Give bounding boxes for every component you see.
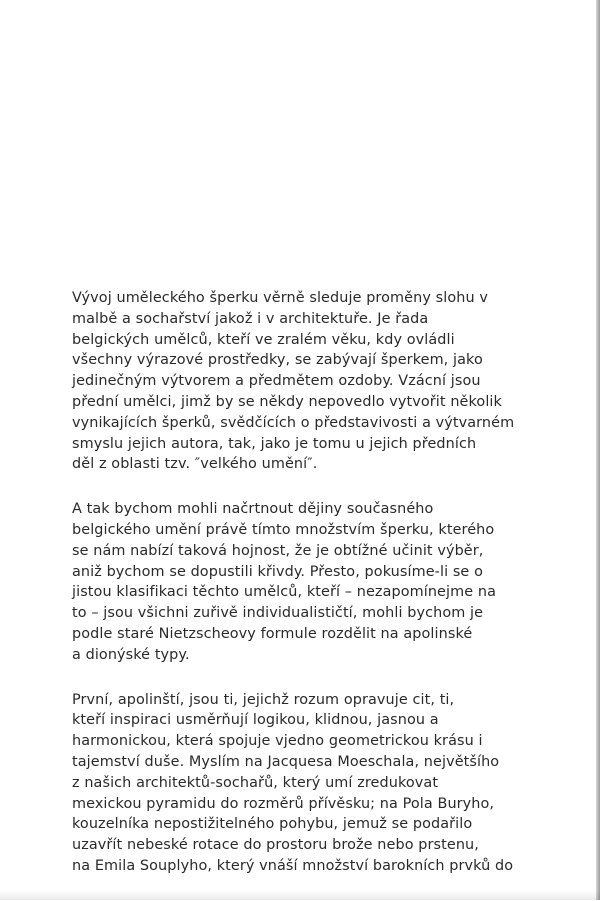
- text-line: tajemství duše. Myslím na Jacquesa Moeschala, největšího: [72, 753, 500, 770]
- body-text: [72, 288, 592, 901]
- text-line: kteří inspiraci usměrňují logikou, klidnou, jasnou a: [72, 712, 439, 729]
- text-line: aniž bychom se dopustili křivdy. Přesto, pokusíme-li se o: [72, 563, 483, 580]
- text-line: mexickou pyramidu do rozměrů přívěsku; na Pola Buryho,: [72, 795, 495, 812]
- text-line: na Emila Souplyho, který vnáší množství barokních prvků do: [72, 857, 514, 874]
- text-line: belgických umělců, kteří ve zralém věku, kdy ovládli: [72, 331, 455, 348]
- text-line: malbě a sochařství jakož i v architektuře. Je řada: [72, 310, 429, 327]
- text-line: to – jsou všichni zuřivě individualističtí, mohli bychom je: [72, 605, 484, 622]
- page-edge-shadow: [596, 0, 600, 900]
- text-line: uzavřít nebeské rotace do prostoru brože nebo prstenu,: [72, 837, 479, 854]
- text-line: všechny výrazové prostředky, se zabývají šperkem, jako: [72, 352, 483, 369]
- text-line: harmonickou, která spojuje vjedno geometrickou krásu i: [72, 733, 483, 750]
- text-line: A tak bychom mohli načrtnout dějiny současného: [72, 501, 434, 518]
- text-line: Vývoj uměleckého šperku věrně sleduje proměny slohu v: [72, 290, 488, 306]
- text-line: vynikajících šperků, svědčících o představivosti a výtvarném: [72, 414, 515, 431]
- text-line: belgického umění právě tímto množstvím šperku, kterého: [72, 521, 495, 538]
- paragraph-2: [72, 499, 592, 665]
- text-line: kouzelníka nepostižitelného pohybu, jemuž se podařilo: [72, 816, 473, 833]
- text-line: děl z oblasti tzv. ″velkého umění″.: [72, 456, 318, 473]
- text-line: přední umělci, jimž by se někdy nepovedlo vytvořit několik: [72, 393, 502, 410]
- paragraph-3: [72, 690, 592, 877]
- text-line: První, apolinští, jsou ti, jejichž rozum opravuje cit, ti,: [72, 691, 455, 708]
- text-line: a dionýské typy.: [72, 646, 190, 663]
- text-line: jedinečným výtvorem a předmětem ozdoby. Vzácní jsou: [72, 373, 481, 390]
- text-line: se nám nabízí taková hojnost, že je obtížné učinit výběr,: [72, 542, 484, 559]
- paragraph-1: [72, 288, 592, 475]
- text-line: jistou klasifikaci těchto umělců, kteří – nezapomínejme na: [72, 584, 496, 601]
- text-line: podle staré Nietzscheovy formule rozdělit na apolinské: [72, 625, 473, 642]
- text-line: z našich architektů-sochařů, který umí zredukovat: [72, 774, 439, 791]
- text-line: smyslu jejich autora, tak, jako je tomu u jejich předních: [72, 435, 477, 452]
